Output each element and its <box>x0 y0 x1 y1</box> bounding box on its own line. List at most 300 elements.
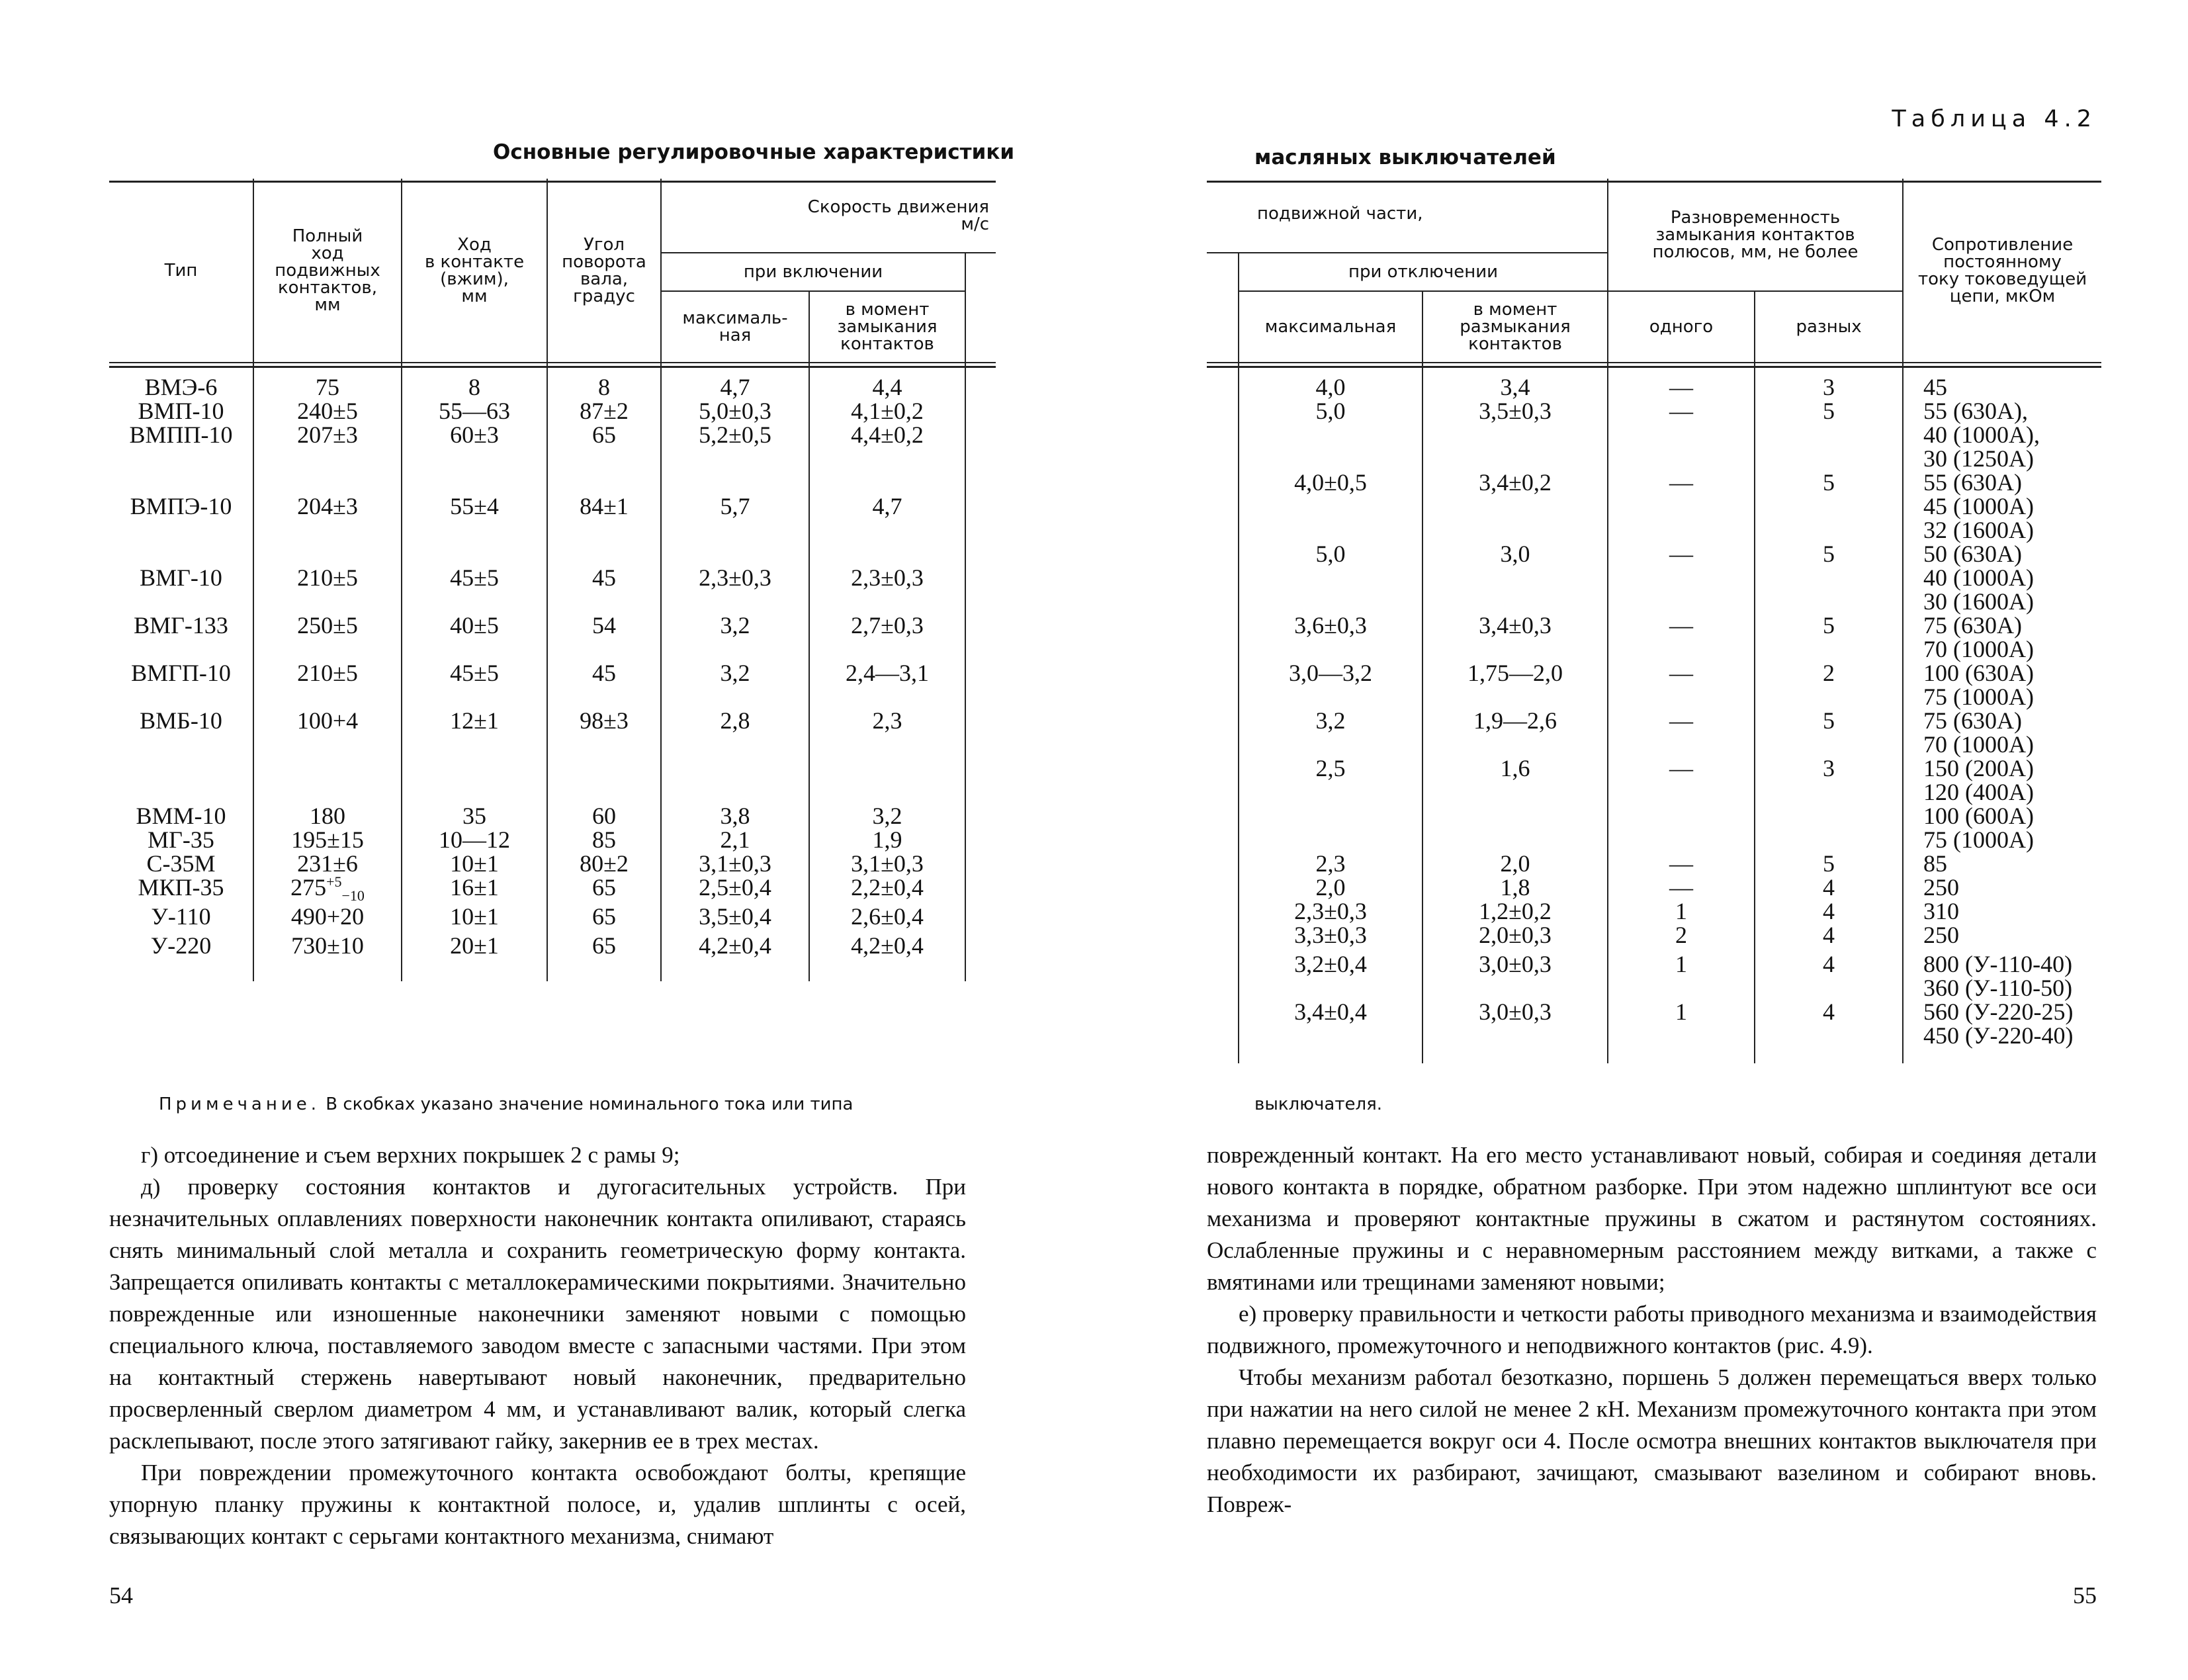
paragraph: г) отсоединение и съем верхних покрышек 2 с рамы 9; <box>141 1142 680 1168</box>
table-row <box>1207 756 2101 852</box>
cell-text: 32 (1600А) <box>1923 517 2035 543</box>
cell-blank <box>965 828 996 852</box>
cell-blank <box>965 494 996 566</box>
cell-text: С-35М <box>146 850 216 877</box>
right-page <box>1098 0 2188 1680</box>
cell-max-off <box>1239 952 1422 1000</box>
note-label: Примечание. <box>159 1094 321 1114</box>
cell-text: 2,0 <box>1500 850 1530 877</box>
cell-text: 45 <box>592 564 616 591</box>
cell-type <box>109 875 253 905</box>
cell-text: 3,3±0,3 <box>1294 922 1367 948</box>
cell-text: 2,7±0,3 <box>851 612 924 639</box>
cell-text: — <box>1669 660 1694 686</box>
cell-text: ВММ-10 <box>136 803 226 829</box>
table-row <box>1207 875 2101 899</box>
table-row <box>1207 923 2101 952</box>
cell-text: 1 <box>1675 998 1688 1025</box>
cell-type <box>109 828 253 852</box>
table-row <box>1207 661 2101 709</box>
cell-text: 3,5±0,4 <box>699 903 771 930</box>
cell-type <box>109 363 253 399</box>
cell-contact-stroke <box>402 363 547 399</box>
cell-text: ВМПП-10 <box>129 421 233 448</box>
cell-close-on <box>809 934 965 981</box>
body-text-right <box>1207 1139 2097 1521</box>
cell-text: 3,8 <box>720 803 750 829</box>
cell-blank <box>965 934 996 981</box>
cell-text: 45 (1000А) <box>1923 493 2035 519</box>
cell-break-off <box>1422 661 1608 709</box>
cell-text: 2,3±0,3 <box>1294 898 1367 924</box>
cell-resistance <box>1903 363 2101 399</box>
cell-text: ВМПЭ-10 <box>130 493 232 519</box>
page-number-left: 54 <box>109 1582 133 1609</box>
cell-text: 50 (630А) <box>1923 541 2023 567</box>
cell-angle <box>547 661 661 709</box>
cell-close-on <box>809 804 965 828</box>
cell-text: 10—12 <box>439 826 510 853</box>
cell-angle <box>547 363 661 399</box>
header-moving-part: подвижной части, <box>1207 179 1608 253</box>
cell-blank <box>965 852 996 875</box>
cell-one <box>1608 542 1755 613</box>
cell-full-stroke <box>253 828 402 852</box>
cell-full-stroke <box>253 423 402 494</box>
cell-contact-stroke <box>402 566 547 613</box>
cell-text: 85 <box>1923 850 1948 877</box>
cell-max-on <box>661 934 809 981</box>
cell-max-off <box>1239 542 1422 613</box>
cell-diff <box>1755 542 1903 613</box>
cell-text: 55±4 <box>450 493 499 519</box>
cell-break-off <box>1422 952 1608 1000</box>
cell-type <box>109 613 253 661</box>
paragraph: е) проверку правильности и четкости работы приводного механизма и взаимодействия подвижного, промежуточного и неподвижного контактов (рис. 4.9). <box>1207 1301 2097 1358</box>
cell-text: — <box>1669 850 1694 877</box>
header-angle: Угол поворота вала, градус <box>547 179 661 363</box>
page-number-right: 55 <box>2073 1582 2097 1609</box>
cell-full-stroke <box>253 363 402 399</box>
cell-close-on <box>809 709 965 804</box>
cell-max-on <box>661 423 809 494</box>
cell-resistance <box>1903 470 2101 542</box>
cell-blank <box>965 661 996 709</box>
cell-max-off <box>1239 1000 1422 1063</box>
cell-text: 3,1±0,3 <box>699 850 771 877</box>
cell-text: 3,5±0,3 <box>1479 398 1552 424</box>
cell-text: 2,4—3,1 <box>846 660 929 686</box>
header-contact-stroke: Ход в контакте (вжим), мм <box>402 179 547 363</box>
cell-blank <box>965 875 996 905</box>
cell-text: 2,3 <box>872 707 902 734</box>
cell-text: 98±3 <box>580 707 629 734</box>
cell-diff <box>1755 952 1903 1000</box>
cell-text: 207±3 <box>297 421 358 448</box>
header-diff: разных <box>1755 291 1903 363</box>
table-number: Таблица 4.2 <box>1892 106 2097 132</box>
cell-text: 3,0±0,3 <box>1479 998 1552 1025</box>
table-row <box>1207 852 2101 875</box>
cell-text: 2,3 <box>1315 850 1346 877</box>
body-text-left <box>109 1139 966 1552</box>
cell-full-stroke <box>253 875 402 905</box>
table-note-right: выключателя. <box>1254 1094 1383 1114</box>
cell-close-on <box>809 661 965 709</box>
cell-text: 2,0±0,3 <box>1479 922 1552 948</box>
cell-resistance <box>1903 709 2101 756</box>
cell-close-on <box>809 423 965 494</box>
cell-text: 1 <box>1675 951 1688 977</box>
cell-blank <box>965 363 996 399</box>
cell-text: — <box>1669 398 1694 424</box>
cell-contact-stroke <box>402 613 547 661</box>
cell-text: У-110 <box>151 903 211 930</box>
cell-close-on <box>809 399 965 423</box>
cell-close-on <box>809 852 965 875</box>
cell-text: 20±1 <box>450 932 499 959</box>
header-max-off: максимальная <box>1239 291 1422 363</box>
cell-text: 45 <box>1923 374 1948 400</box>
table-row <box>109 875 996 905</box>
cell-text: ВМГП-10 <box>131 660 231 686</box>
cell-text: 3,4±0,2 <box>1479 469 1552 496</box>
cell-max-on <box>661 399 809 423</box>
cell-text: 65 <box>592 874 616 901</box>
cell-text: 80±2 <box>580 850 629 877</box>
table-row <box>1207 613 2101 661</box>
header-full-stroke: Полный ход подвижных контактов, мм <box>253 179 402 363</box>
cell-max-off <box>1239 470 1422 542</box>
cell-text: 3,0±0,3 <box>1479 951 1552 977</box>
cell-full-stroke <box>253 566 402 613</box>
cell-text: ВМГ-10 <box>140 564 222 591</box>
cell-one <box>1608 661 1755 709</box>
cell-text: 55—63 <box>439 398 510 424</box>
table-row <box>1207 709 2101 756</box>
cell-angle <box>547 828 661 852</box>
cell-text: 3,4 <box>1500 374 1530 400</box>
cell-contact-stroke <box>402 399 547 423</box>
cell-text: 1,8 <box>1500 874 1530 901</box>
cell-text: 45±5 <box>450 564 499 591</box>
cell-full-stroke <box>253 613 402 661</box>
cell-text: ВМБ-10 <box>140 707 222 734</box>
cell-text: 2,0 <box>1315 874 1346 901</box>
cell-blank <box>965 905 996 934</box>
cell-angle <box>547 423 661 494</box>
cell-resistance <box>1903 661 2101 709</box>
cell-text: 2 <box>1675 922 1688 948</box>
cell-text: — <box>1669 469 1694 496</box>
cell-text: 85 <box>592 826 616 853</box>
cell-break-off <box>1422 399 1608 470</box>
cell-blank <box>965 399 996 423</box>
cell-text: 45 <box>592 660 616 686</box>
cell-break-off <box>1422 756 1608 852</box>
cell-diff <box>1755 470 1903 542</box>
header-close-on: в момент замыкания контактов <box>809 291 965 363</box>
cell-text: 250 <box>1923 874 1960 901</box>
cell-max-on <box>661 828 809 852</box>
cell-max-on <box>661 804 809 828</box>
cell-one <box>1608 470 1755 542</box>
cell-full-stroke <box>253 934 402 981</box>
cell-resistance <box>1903 399 2101 470</box>
cell-text: МГ-35 <box>148 826 214 853</box>
cell-text: 2,5±0,4 <box>699 874 771 901</box>
cell-one <box>1608 899 1755 923</box>
cell-text: МКП-35 <box>138 874 224 901</box>
cell-text: 100 (600А) <box>1923 803 2035 829</box>
cell-diff <box>1755 613 1903 661</box>
cell-diff <box>1755 852 1903 875</box>
cell-blank <box>1207 661 1239 709</box>
cell-contact-stroke <box>402 494 547 566</box>
cell-text: — <box>1669 374 1694 400</box>
cell-break-off <box>1422 899 1608 923</box>
cell-resistance <box>1903 542 2101 613</box>
header-max-on: максималь- ная <box>661 291 809 363</box>
cell-text: 3,4±0,4 <box>1294 998 1367 1025</box>
cell-max-on <box>661 905 809 934</box>
cell-angle <box>547 566 661 613</box>
cell-blank <box>1207 899 1239 923</box>
cell-text: 4,0±0,5 <box>1294 469 1367 496</box>
cell-one <box>1608 399 1755 470</box>
cell-resistance <box>1903 923 2101 952</box>
cell-contact-stroke <box>402 905 547 934</box>
cell-blank <box>1207 399 1239 470</box>
cell-type <box>109 661 253 709</box>
table-row <box>1207 363 2101 399</box>
cell-full-stroke <box>253 661 402 709</box>
cell-diff <box>1755 399 1903 470</box>
cell-max-on <box>661 494 809 566</box>
cell-text: 1,2±0,2 <box>1479 898 1552 924</box>
cell-max-off <box>1239 756 1422 852</box>
header-break-off: в момент размыкания контактов <box>1422 291 1608 363</box>
cell-blank <box>1207 852 1239 875</box>
cell-text: 70 (1000А) <box>1923 731 2035 758</box>
cell-text: 560 (У-220-25) <box>1923 998 2074 1025</box>
cell-type <box>109 905 253 934</box>
header-one: одного <box>1608 291 1755 363</box>
cell-break-off <box>1422 1000 1608 1063</box>
cell-contact-stroke <box>402 661 547 709</box>
cell-max-off <box>1239 363 1422 399</box>
cell-text: 4,2±0,4 <box>699 932 771 959</box>
cell-max-on <box>661 661 809 709</box>
cell-resistance <box>1903 952 2101 1000</box>
table-row <box>109 709 996 804</box>
cell-text: 2,3±0,3 <box>851 564 924 591</box>
cell-blank <box>1207 875 1239 899</box>
cell-text: ВМЭ-6 <box>144 374 218 400</box>
cell-text: 490+20 <box>290 903 365 930</box>
cell-contact-stroke <box>402 423 547 494</box>
cell-text: 2,2±0,4 <box>851 874 924 901</box>
cell-text: 5 <box>1823 850 1835 877</box>
cell-text: 4,0 <box>1315 374 1346 400</box>
cell-close-on <box>809 828 965 852</box>
header-type: Тип <box>109 179 253 363</box>
cell-one <box>1608 875 1755 899</box>
cell-text: 250 <box>1923 922 1960 948</box>
cell-diff <box>1755 899 1903 923</box>
cell-text: 5 <box>1823 398 1835 424</box>
cell-contact-stroke <box>402 804 547 828</box>
cell-text: 231±6 <box>297 850 358 877</box>
cell-text: 12±1 <box>450 707 499 734</box>
cell-text: 45±5 <box>450 660 499 686</box>
cell-type <box>109 494 253 566</box>
cell-text: 100+4 <box>296 707 359 734</box>
cell-type <box>109 852 253 875</box>
cell-text: 3,6±0,3 <box>1294 612 1367 639</box>
cell-text: 30 (1250А) <box>1923 445 2035 472</box>
cell-text: 5,0 <box>1315 398 1346 424</box>
table-row <box>1207 399 2101 470</box>
cell-text: 210±5 <box>297 660 358 686</box>
cell-text: 3,2 <box>1315 707 1346 734</box>
cell-one <box>1608 756 1755 852</box>
cell-close-on <box>809 566 965 613</box>
cell-max-off <box>1239 899 1422 923</box>
paragraph: поврежденный контакт. На его место устанавливают новый, собирая и соединяя детали нового контакта в порядке, обратном разборке. При этом надежно шплинтуют все оси механизма и проверяют контактные пружины в сжатом и растянутом состояниях. Ослабленные пружины и с неравномерным расстоянием между витками, а также с вмятинами или трещинами заменяют новыми; <box>1207 1142 2097 1295</box>
cell-blank <box>1207 1000 1239 1063</box>
cell-text: 240±5 <box>297 398 358 424</box>
cell-max-off <box>1239 852 1422 875</box>
cell-text: 16±1 <box>450 874 499 901</box>
cell-blank <box>965 804 996 828</box>
cell-resistance <box>1903 875 2101 899</box>
cell-break-off <box>1422 613 1608 661</box>
cell-max-off <box>1239 923 1422 952</box>
header-blank-right <box>1207 253 1239 363</box>
cell-text: 450 (У-220-40) <box>1923 1022 2074 1049</box>
cell-close-on <box>809 905 965 934</box>
cell-text: 10±1 <box>450 850 499 877</box>
cell-angle <box>547 709 661 804</box>
cell-break-off <box>1422 709 1608 756</box>
cell-angle <box>547 399 661 423</box>
cell-text: 4,4 <box>872 374 902 400</box>
cell-text: 3 <box>1823 374 1835 400</box>
cell-blank <box>1207 363 1239 399</box>
cell-max-off <box>1239 661 1422 709</box>
cell-contact-stroke <box>402 934 547 981</box>
cell-text: — <box>1669 755 1694 781</box>
cell-contact-stroke <box>402 828 547 852</box>
cell-diff <box>1755 1000 1903 1063</box>
cell-text: 65 <box>592 903 616 930</box>
table-row <box>1207 542 2101 613</box>
cell-contact-stroke <box>402 875 547 905</box>
header-off: при отключении <box>1239 253 1608 291</box>
cell-one <box>1608 852 1755 875</box>
cell-one <box>1608 1000 1755 1063</box>
cell-text: 75 (1000А) <box>1923 826 2035 853</box>
table-row <box>109 804 996 828</box>
cell-max-off <box>1239 613 1422 661</box>
table-row <box>1207 470 2101 542</box>
cell-text: 8 <box>598 374 610 400</box>
cell-close-on <box>809 494 965 566</box>
cell-blank <box>1207 952 1239 1000</box>
cell-text: 3,4±0,3 <box>1479 612 1552 639</box>
cell-full-stroke <box>253 852 402 875</box>
cell-contact-stroke <box>402 852 547 875</box>
cell-text: 4 <box>1823 998 1835 1025</box>
cell-angle <box>547 804 661 828</box>
note-text: В скобках указано значение номинального тока или типа <box>326 1094 853 1114</box>
characteristics-table-left <box>109 179 996 981</box>
cell-text: 2,3±0,3 <box>699 564 771 591</box>
cell-text: У-220 <box>150 932 212 959</box>
cell-one <box>1608 923 1755 952</box>
cell-angle <box>547 613 661 661</box>
cell-text: 250±5 <box>297 612 358 639</box>
table-row <box>109 363 996 399</box>
cell-text: 120 (400А) <box>1923 779 2035 805</box>
cell-angle <box>547 494 661 566</box>
cell-max-on <box>661 363 809 399</box>
table-title-left: Основные регулировочные характеристики <box>493 140 1015 164</box>
cell-text: 2,6±0,4 <box>851 903 924 930</box>
characteristics-table-right <box>1207 179 2101 1063</box>
cell-text: 1,6 <box>1500 755 1530 781</box>
cell-text: — <box>1669 874 1694 901</box>
cell-text: 4 <box>1823 874 1835 901</box>
cell-contact-stroke <box>402 709 547 804</box>
cell-type <box>109 804 253 828</box>
table-row <box>109 613 996 661</box>
cell-text: 84±1 <box>580 493 629 519</box>
cell-text: 4,4±0,2 <box>851 421 924 448</box>
table-row <box>109 828 996 852</box>
cell-text: 180 <box>310 803 345 829</box>
table-row <box>1207 952 2101 1000</box>
cell-text: 54 <box>592 612 616 639</box>
cell-one <box>1608 363 1755 399</box>
cell-text: 275 <box>290 874 327 901</box>
cell-text: 35 <box>462 803 486 829</box>
cell-text: 3,2±0,4 <box>1294 951 1367 977</box>
header-speed: Скорость движения м/с <box>661 179 996 253</box>
left-page <box>0 0 1072 1680</box>
cell-text: — <box>1669 541 1694 567</box>
cell-text: 40 (1000А), <box>1923 421 2040 448</box>
table-row <box>109 423 996 494</box>
cell-full-stroke <box>253 905 402 934</box>
table-row <box>109 494 996 566</box>
cell-break-off <box>1422 470 1608 542</box>
cell-angle <box>547 905 661 934</box>
cell-text: — <box>1669 612 1694 639</box>
table-row <box>109 661 996 709</box>
header-on: при включении <box>661 253 965 291</box>
cell-full-stroke <box>253 399 402 423</box>
paragraph: д) проверку состояния контактов и дугогасительных устройств. При незначительных оплавлениях поверхности наконечник контакта опиливают, стараясь снять минимальный слой металла и сохранить геометрическую форму контакта. Запрещается опиливать контакты с металлокерамическими покрытиями. Значительно поврежденные или изношенные наконечники заменяют новыми с помощью специального ключа, поставляемого заводом вместе с запасными частями. При этом на контактный стержень навертывают новый наконечник, предварительно просверленный сверлом диаметром 4 мм, и устанавливают валик, который слегка расклепывают, после этого затягивают гайку, закернив ее в трех местах. <box>109 1174 966 1454</box>
cell-blank <box>1207 923 1239 952</box>
cell-max-on <box>661 613 809 661</box>
cell-text: 3,1±0,3 <box>851 850 924 877</box>
cell-blank <box>1207 709 1239 756</box>
cell-text: 5 <box>1823 707 1835 734</box>
cell-text: 75 (1000А) <box>1923 684 2035 710</box>
cell-text: 55 (630А), <box>1923 398 2029 424</box>
